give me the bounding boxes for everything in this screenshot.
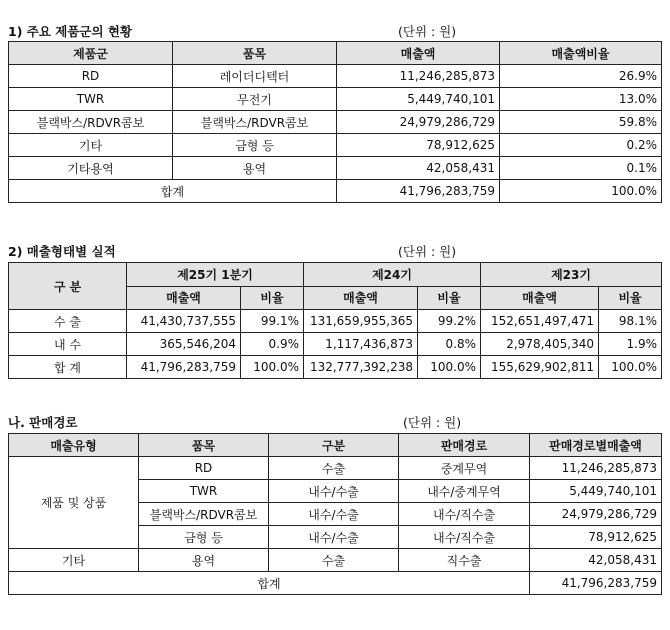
header-cell: 비율: [241, 286, 304, 310]
channel-sales-cell: 24,979,286,729: [530, 503, 662, 526]
sales-cell: 41,796,283,759: [127, 356, 241, 379]
ratio-cell: 99.1%: [241, 310, 304, 333]
item-cell: 블랙박스/RDVR콤보: [173, 111, 337, 134]
period-header: 제25기 1분기: [127, 263, 304, 287]
total-ratio-cell: 100.0%: [500, 180, 662, 203]
sales-cell: 41,430,737,555: [127, 310, 241, 333]
sales-cell: 11,246,285,873: [337, 65, 500, 88]
channel-sales-cell: 11,246,285,873: [530, 457, 662, 480]
table-row: [9, 111, 662, 134]
header-cell: 판매경로: [399, 434, 530, 457]
item-cell: 금형 등: [139, 526, 269, 549]
sales-cell: 131,659,955,365: [304, 310, 418, 333]
item-cell: 용역: [173, 157, 337, 180]
header-cell: 제품군: [9, 42, 173, 65]
sales-cell: 2,978,405,340: [481, 333, 599, 356]
row-label: 수 출: [9, 310, 127, 333]
ratio-cell: 0.8%: [418, 333, 481, 356]
section-title: 2) 매출형태별 실적: [8, 244, 116, 259]
total-sales-cell: 41,796,283,759: [530, 572, 662, 595]
item-cell: 레이더디텍터: [173, 65, 337, 88]
division-cell: 수출: [269, 549, 399, 572]
channel-sales-cell: 5,449,740,101: [530, 480, 662, 503]
sales-channel-table: [8, 433, 662, 595]
section-title: 나. 판매경로: [8, 415, 78, 430]
total-row: [9, 356, 662, 379]
item-cell: 블랙박스/RDVR콤보: [139, 503, 269, 526]
unit-label: (단위 : 원): [398, 244, 457, 259]
table-row: [9, 134, 662, 157]
header-cell: 비율: [599, 286, 662, 310]
ratio-cell: 0.9%: [241, 333, 304, 356]
division-cell: 수출: [269, 457, 399, 480]
product-group-cell: 블랙박스/RDVR콤보: [9, 111, 173, 134]
header-cell: 판매경로별매출액: [530, 434, 662, 457]
sales-cell: 78,912,625: [337, 134, 500, 157]
section-product-status: [8, 0, 661, 215]
header-cell: 매출유형: [9, 434, 139, 457]
ratio-cell: 26.9%: [500, 65, 662, 88]
table-row: [9, 88, 662, 111]
ratio-cell: 100.0%: [599, 356, 662, 379]
table-header-row: [9, 42, 662, 65]
total-sales-cell: 41,796,283,759: [337, 180, 500, 203]
sales-cell: 155,629,902,811: [481, 356, 599, 379]
category-header: 구 분: [9, 263, 127, 310]
ratio-cell: 1.9%: [599, 333, 662, 356]
product-group-cell: TWR: [9, 88, 173, 111]
division-cell: 내수/수출: [269, 526, 399, 549]
division-cell: 내수/수출: [269, 503, 399, 526]
period-header: 제23기: [481, 263, 662, 287]
ratio-cell: 0.1%: [500, 157, 662, 180]
item-cell: 용역: [139, 549, 269, 572]
item-cell: 무전기: [173, 88, 337, 111]
header-cell: 매출액: [127, 286, 241, 310]
channel-cell: 내수/직수출: [399, 503, 530, 526]
unit-label: (단위 : 원): [398, 24, 457, 39]
channel-cell: 중계무역: [399, 457, 530, 480]
ratio-cell: 100.0%: [241, 356, 304, 379]
item-cell: 금형 등: [173, 134, 337, 157]
header-cell: 품목: [173, 42, 337, 65]
sales-cell: 1,117,436,873: [304, 333, 418, 356]
header-cell: 매출액비율: [500, 42, 662, 65]
sales-by-type-table: [8, 262, 662, 379]
total-label: 합계: [9, 180, 337, 203]
table-row: [9, 65, 662, 88]
product-group-cell: 기타용역: [9, 157, 173, 180]
total-label: 합계: [9, 572, 530, 595]
section-sales-channel: [8, 400, 661, 615]
channel-cell: 내수/직수출: [399, 526, 530, 549]
table-row: [9, 310, 662, 333]
table-row: [9, 333, 662, 356]
sales-type-cell: 제품 및 상품: [9, 457, 139, 549]
ratio-cell: 98.1%: [599, 310, 662, 333]
ratio-cell: 13.0%: [500, 88, 662, 111]
channel-cell: 내수/중계무역: [399, 480, 530, 503]
row-label: 합 계: [9, 356, 127, 379]
ratio-cell: 100.0%: [418, 356, 481, 379]
table-row: [9, 157, 662, 180]
header-cell: 비율: [418, 286, 481, 310]
ratio-cell: 0.2%: [500, 134, 662, 157]
total-row: [9, 572, 662, 595]
unit-label: (단위 : 원): [403, 415, 462, 430]
header-cell: 품목: [139, 434, 269, 457]
row-label: 내 수: [9, 333, 127, 356]
sales-type-cell: 기타: [9, 549, 139, 572]
sales-cell: 24,979,286,729: [337, 111, 500, 134]
section-title: 1) 주요 제품군의 현황: [8, 24, 133, 39]
sales-cell: 132,777,392,238: [304, 356, 418, 379]
table-row: [9, 549, 662, 572]
product-status-table: [8, 41, 662, 203]
item-cell: RD: [139, 457, 269, 480]
ratio-cell: 59.8%: [500, 111, 662, 134]
section-sales-by-type: [8, 230, 661, 390]
channel-sales-cell: 42,058,431: [530, 549, 662, 572]
product-group-cell: RD: [9, 65, 173, 88]
sales-cell: 5,449,740,101: [337, 88, 500, 111]
header-cell: 매출액: [304, 286, 418, 310]
table-header-row: [9, 263, 662, 287]
header-cell: 매출액: [481, 286, 599, 310]
ratio-cell: 99.2%: [418, 310, 481, 333]
header-cell: 매출액: [337, 42, 500, 65]
sales-cell: 42,058,431: [337, 157, 500, 180]
channel-cell: 직수출: [399, 549, 530, 572]
period-header: 제24기: [304, 263, 481, 287]
item-cell: TWR: [139, 480, 269, 503]
table-row: [9, 457, 662, 480]
total-row: [9, 180, 662, 203]
table-header-row: [9, 434, 662, 457]
sales-cell: 152,651,497,471: [481, 310, 599, 333]
channel-sales-cell: 78,912,625: [530, 526, 662, 549]
sales-cell: 365,546,204: [127, 333, 241, 356]
header-cell: 구분: [269, 434, 399, 457]
division-cell: 내수/수출: [269, 480, 399, 503]
product-group-cell: 기타: [9, 134, 173, 157]
